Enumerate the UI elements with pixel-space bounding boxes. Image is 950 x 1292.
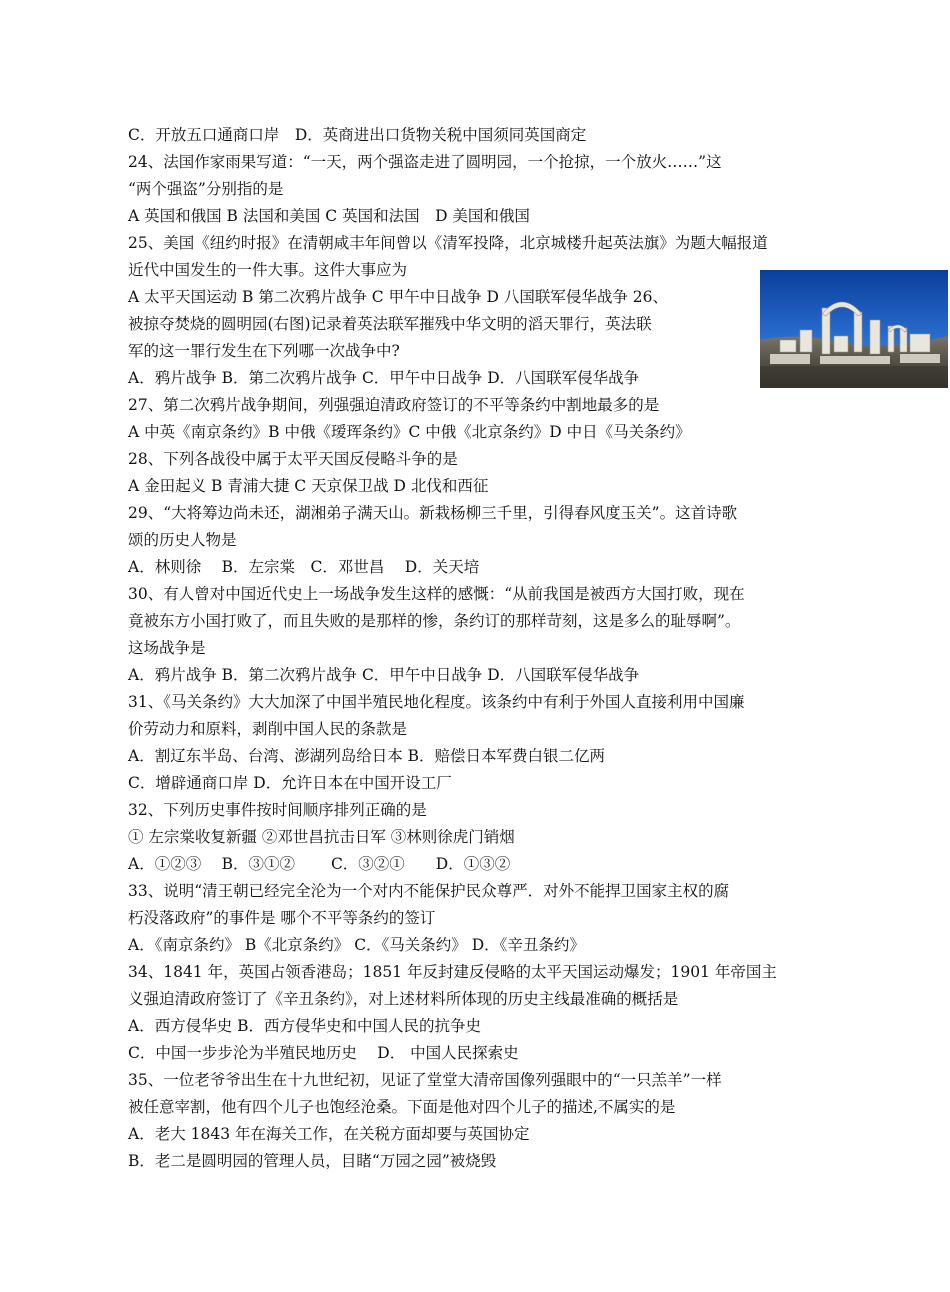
text-line: 被掠夺焚烧的圆明园(右图)记录着英法联军摧残中华文明的滔天罪行，英法联 xyxy=(128,315,652,333)
text-line: 被任意宰割，他有四个儿子也饱经沧桑。下面是他对四个儿子的描述,不属实的是 xyxy=(128,1098,676,1116)
text-line: A 英国和俄国 B 法国和美国 C 英国和法国 D 美国和俄国 xyxy=(128,207,530,225)
text-line: 这场战争是 xyxy=(128,639,206,657)
text-line: 31、《马关条约》大大加深了中国半殖民地化程度。该条约中有利于外国人直接利用中国廉 xyxy=(128,693,745,711)
text-line: B．老二是圆明园的管理人员，目睹“万园之园”被烧毁 xyxy=(128,1152,497,1170)
text-line: 朽没落政府”的事件是 哪个不平等条约的签订 xyxy=(128,909,436,927)
text-line: A．老大 1843 年在海关工作，在关税方面却要与英国协定 xyxy=(128,1125,530,1143)
text-line: 30、有人曾对中国近代史上一场战争发生这样的感慨：“从前我国是被西方大国打败，现在 xyxy=(128,585,745,603)
text-line: 25、美国《纽约时报》在清朝咸丰年间曾以《清军投降，北京城楼升起英法旗》为题大幅报道 xyxy=(128,234,768,252)
text-line: 价劳动力和原料，剥削中国人民的条款是 xyxy=(128,720,408,738)
text-line: A．①②③ B．③①② C．③②① D．①③② xyxy=(128,855,511,873)
text-line: 义强迫清政府签订了《辛丑条约》，对上述材料所体现的历史主线最准确的概括是 xyxy=(128,990,679,1008)
text-line: A 太平天国运动 B 第二次鸦片战争 C 甲午中日战争 D 八国联军侵华战争 26、 xyxy=(128,288,669,306)
text-line: 颂的历史人物是 xyxy=(128,531,237,549)
text-line: 29、“大将筹边尚未还，湖湘弟子满天山。新栽杨柳三千里，引得春风度玉关”。这首诗歌 xyxy=(128,504,738,522)
text-line: A．割辽东半岛、台湾、澎湖列岛给日本 B．赔偿日本军费白银二亿两 xyxy=(128,747,606,765)
yuanmingyuan-ruins-picture xyxy=(760,270,948,388)
text-line: 35、一位老爷爷出生在十九世纪初，见证了堂堂大清帝国像列强眼中的“一只羔羊”一样 xyxy=(128,1071,722,1089)
text-line: 34、1841 年，英国占领香港岛；1851 年反封建反侵略的太平天国运动爆发；1901 年帝国主 xyxy=(128,963,777,981)
text-line: A．鸦片战争 B．第二次鸦片战争 C．甲午中日战争 D．八国联军侵华战争 xyxy=(128,666,640,684)
yuanmingyuan-ruins-image xyxy=(760,270,948,388)
text-line: “两个强盗”分别指的是 xyxy=(128,180,284,198)
text-line: A 金田起义 B 青浦大捷 C 天京保卫战 D 北伐和西征 xyxy=(128,477,489,495)
text-line: A．西方侵华史 B．西方侵华史和中国人民的抗争史 xyxy=(128,1017,482,1035)
text-line: ① 左宗棠收复新疆 ②邓世昌抗击日军 ③林则徐虎门销烟 xyxy=(128,828,515,846)
text-line: 32、下列历史事件按时间顺序排列正确的是 xyxy=(128,801,427,819)
text-line: A．林则徐 B．左宗棠 C．邓世昌 D．关天培 xyxy=(128,558,480,576)
text-line: C．中国一步步沦为半殖民地历史 D． 中国人民探索史 xyxy=(128,1044,519,1062)
text-line: 军的这一罪行发生在下列哪一次战争中? xyxy=(128,342,400,360)
text-line: 24、法国作家雨果写道：“一天，两个强盗走进了圆明园，一个抢掠，一个放火……”这 xyxy=(128,153,722,171)
text-line: A．《南京条约》 B《北京条约》 C．《马关条约》 D．《辛丑条约》 xyxy=(128,936,585,954)
text-line: 28、下列各战役中属于太平天国反侵略斗争的是 xyxy=(128,450,458,468)
text-line: C．增辟通商口岸 D．允许日本在中国开设工厂 xyxy=(128,774,452,792)
text-line: 33、说明“清王朝已经完全沦为一个对内不能保护民众尊严．对外不能捍卫国家主权的腐 xyxy=(128,882,730,900)
text-line: A 中英《南京条约》B 中俄《瑷珲条约》C 中俄《北京条约》D 中日《马关条约》 xyxy=(128,423,691,441)
text-line: 竟被东方小国打败了，而且失败的是那样的惨，条约订的那样苛刻，这是多么的耻辱啊”。 xyxy=(128,612,741,630)
text-line: 27、第二次鸦片战争期间，列强强迫清政府签订的不平等条约中割地最多的是 xyxy=(128,396,660,414)
text-line: 近代中国发生的一件大事。这件大事应为 xyxy=(128,261,408,279)
text-line: A．鸦片战争 B．第二次鸦片战争 C．甲午中日战争 D．八国联军侵华战争 xyxy=(128,369,640,387)
text-line: C．开放五口通商口岸 D．英商进出口货物关税中国须同英国商定 xyxy=(128,126,587,144)
